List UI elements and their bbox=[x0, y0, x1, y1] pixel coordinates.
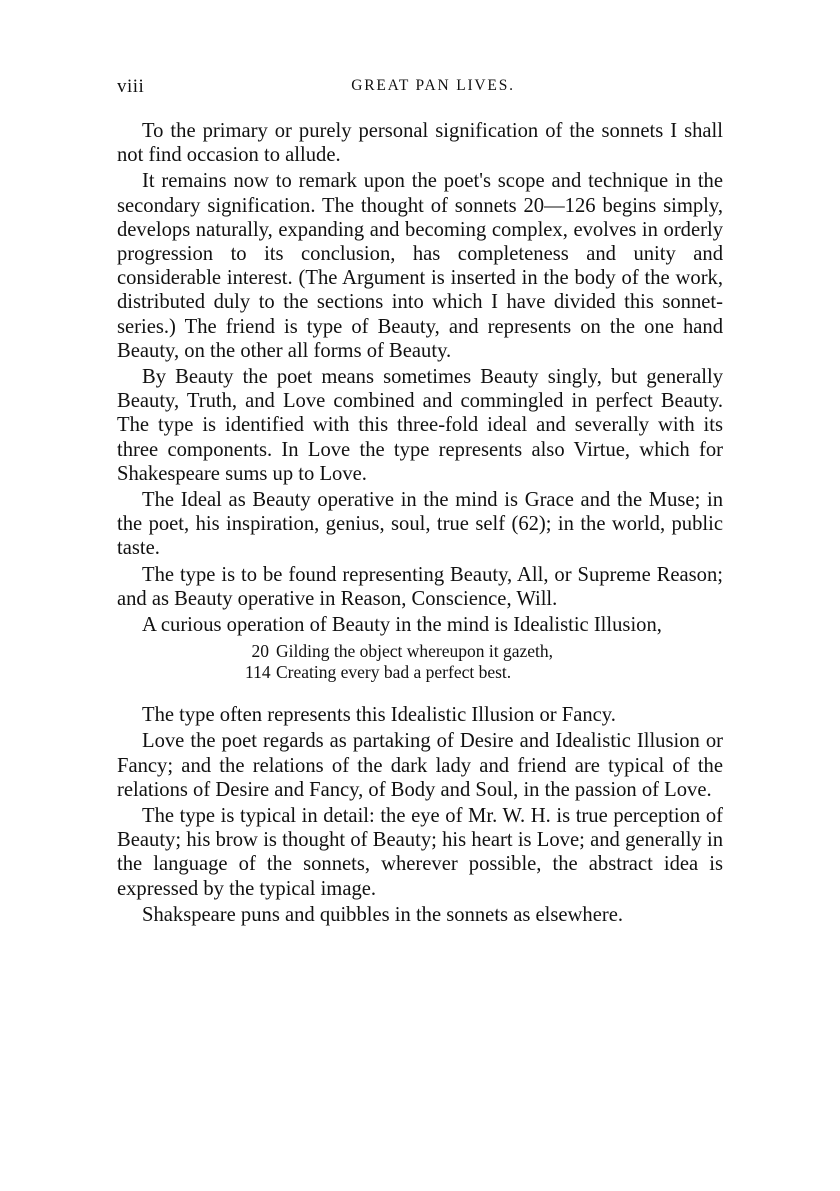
paragraph: The type is to be found representing Beauty, All, or Supreme Reason; and as Beauty operative in Reason, Conscience, Will. bbox=[117, 563, 723, 610]
quote-line bbox=[245, 641, 723, 662]
paragraph: It remains now to remark upon the poet's scope and technique in the secondary signification. The thought of sonnets 20—126 begins simply, develops naturally, expanding and becoming complex, evolves in orderly progression to its conclusion, has completeness and unity and considerable interest. (The Argument is inserted in the body of the work, distributed duly to the sections into which I have divided this sonnet-series.) The friend is type of Beauty, and represents on the one hand Beauty, on the other all forms of Beauty. bbox=[117, 170, 723, 362]
quote-line bbox=[245, 662, 723, 683]
paragraph: By Beauty the poet means sometimes Beauty singly, but generally Beauty, Truth, and Love combined and commingled in perfect Beauty. The type is identified with this three-fold ideal and severally with its three components. In Love the type represents also Virtue, which for Shakespeare sums up to Love. bbox=[117, 366, 723, 485]
paragraph: The type often represents this Idealistic Illusion or Fancy. bbox=[142, 704, 616, 727]
quote-text: Creating every bad a perfect best. bbox=[276, 662, 512, 683]
paragraph: To the primary or purely personal signification of the sonnets I shall not find occasion to allude. bbox=[117, 120, 723, 167]
quote-text: Gilding the object whereupon it gazeth, bbox=[276, 641, 554, 662]
sonnet-quotation bbox=[245, 641, 723, 683]
paragraph: The type is typical in detail: the eye of Mr. W. H. is true perception of Beauty; his brow is thought of Beauty; his heart is Love; and generally in the language of the sonnets, wherever possible, the abstract idea is expressed by the typical image. bbox=[117, 805, 723, 900]
page-number: viii bbox=[117, 76, 145, 97]
running-title: GREAT PAN LIVES. bbox=[351, 77, 515, 94]
paragraph: A curious operation of Beauty in the mind is Idealistic Illusion, bbox=[142, 614, 662, 637]
sonnet-number: 114 bbox=[245, 662, 271, 683]
paragraph: Love the poet regards as partaking of Desire and Idealistic Illusion or Fancy; and the relations of the dark lady and friend are typical of the relations of Desire and Fancy, of Body and Soul, in the passion of Love. bbox=[117, 730, 723, 801]
body-text bbox=[117, 119, 723, 929]
paragraph: The Ideal as Beauty operative in the mind is Grace and the Muse; in the poet, his inspiration, genius, soul, true self (62); in the world, public taste. bbox=[117, 489, 723, 560]
running-head bbox=[117, 76, 723, 98]
sonnet-number: 20 bbox=[251, 641, 269, 662]
paragraph: Shakspeare puns and quibbles in the sonnets as elsewhere. bbox=[142, 903, 623, 926]
